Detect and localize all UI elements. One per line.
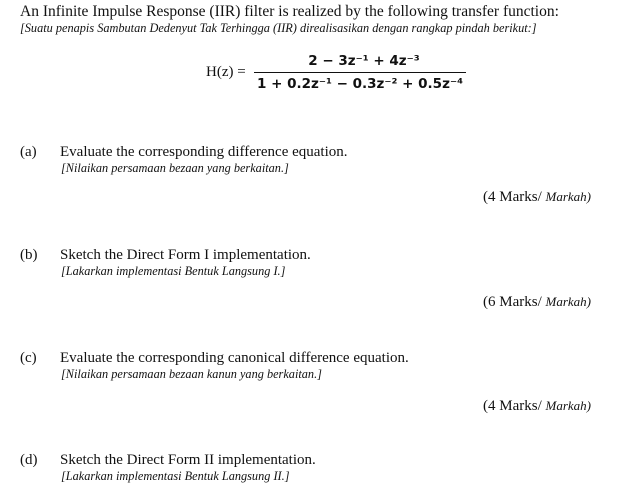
question-c-label: (c) <box>20 350 37 366</box>
question-b-marks <box>483 293 591 311</box>
question-a-text: Evaluate the corresponding difference equation. <box>60 144 348 160</box>
marks-value: (4 Marks/ <box>483 189 542 205</box>
question-d-label: (d) <box>20 452 38 468</box>
question-b-text: Sketch the Direct Form I implementation. <box>60 247 311 263</box>
question-d-text: Sketch the Direct Form II implementation. <box>60 452 316 468</box>
formula-denominator: 1 + 0.2z⁻¹ − 0.3z⁻² + 0.5z⁻⁴ <box>257 76 463 93</box>
marks-translation: Markah) <box>545 398 591 413</box>
formula-lhs: H(z) = <box>206 64 246 80</box>
question-d-translation: [Lakarkan implementasi Bentuk Langsung II.] <box>61 469 290 483</box>
intro-text: An Infinite Impulse Response (IIR) filter is realized by the following transfer function: <box>20 3 559 20</box>
question-a-marks <box>483 188 591 206</box>
question-a-label: (a) <box>20 144 37 160</box>
marks-value: (6 Marks/ <box>483 294 542 310</box>
question-b-label: (b) <box>20 247 38 263</box>
intro-translation: [Suatu penapis Sambutan Dedenyut Tak Terhingga (IIR) direalisasikan dengan rangkap pindah berikut:] <box>20 21 537 35</box>
marks-translation: Markah) <box>545 189 591 204</box>
formula-numerator: 2 − 3z⁻¹ + 4z⁻³ <box>308 53 420 69</box>
question-c-text: Evaluate the corresponding canonical difference equation. <box>60 350 409 366</box>
fraction-bar <box>254 72 466 73</box>
marks-translation: Markah) <box>545 294 591 309</box>
question-c-translation: [Nilaikan persamaan bezaan kanun yang berkaitan.] <box>61 367 322 381</box>
question-c-marks <box>483 397 591 415</box>
formula-fraction <box>254 52 466 93</box>
question-b-translation: [Lakarkan implementasi Bentuk Langsung I.] <box>61 264 286 278</box>
marks-value: (4 Marks/ <box>483 398 542 414</box>
question-a-translation: [Nilaikan persamaan bezaan yang berkaitan.] <box>61 161 289 175</box>
